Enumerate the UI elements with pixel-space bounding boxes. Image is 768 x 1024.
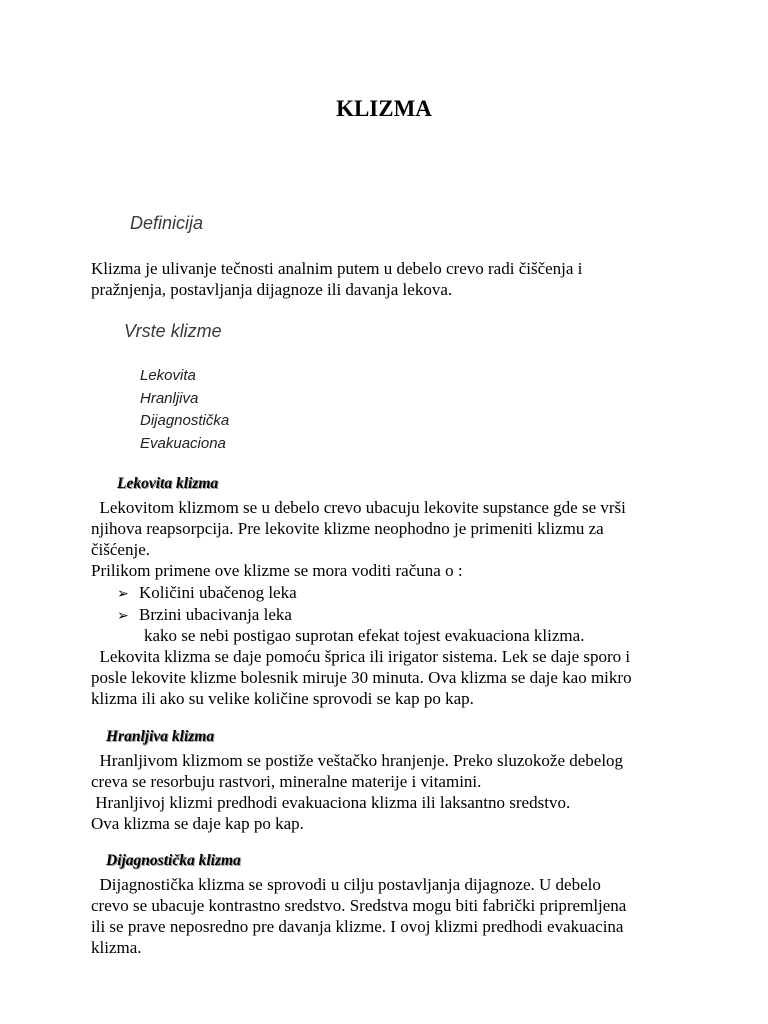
dijagnosticka-line: ili se prave neposredno pre davanja klizme. I ovoj klizmi predhodi evakuacina	[91, 917, 624, 936]
type-list-label: Hranljiva	[140, 390, 199, 407]
arrow-bullet-icon: ➢	[117, 608, 129, 624]
lekovita-point	[117, 604, 292, 628]
hranljiva-line: Hranljivom klizmom se postiže veštačko hranjenje. Preko sluzokože debelog	[91, 751, 624, 770]
type-list-label: Dijagnostička	[140, 412, 230, 429]
lekovita-point	[117, 582, 297, 606]
hranljiva-line: creva se resorbuju rastvori, mineralne materije i vitamini.	[91, 772, 482, 791]
definition-heading: Definicija	[130, 213, 204, 233]
lekovita-point-label: Količini ubačenog leka	[138, 583, 297, 602]
lekovita-point-label: Brzini ubacivanja leka	[138, 605, 292, 624]
dijagnosticka-line: Dijagnostička klizma se sprovodi u cilju postavljanja dijagnoze. U debelo	[91, 875, 601, 894]
lekovita-after-line: klizma ili ako su velike količine sprovodi se kap po kap.	[91, 689, 474, 708]
dijagnosticka-line: klizma.	[91, 938, 142, 957]
lekovita-heading: Lekovita klizma	[117, 475, 219, 492]
hranljiva-line: Ova klizma se daje kap po kap.	[91, 814, 304, 833]
arrow-bullet-icon: ➢	[117, 586, 129, 602]
lekovita-line: njihova reapsorpcija. Pre lekovite klizme neophodno je primeniti klizmu za	[91, 519, 604, 538]
dijagnosticka-line: crevo se ubacuje kontrastno sredstvo. Sredstva mogu biti fabrički pripremljena	[91, 896, 627, 915]
lekovita-line: Prilikom primene ove klizme se mora voditi računa o :	[91, 561, 463, 580]
lekovita-line: čišćenje.	[91, 540, 150, 559]
lekovita-after-line: kako se nebi postigao suprotan efekat tojest evakuaciona klizma.	[144, 626, 585, 645]
definition-line: Klizma je ulivanje tečnosti analnim putem u debelo crevo radi čiščenja i	[91, 259, 583, 278]
hranljiva-heading: Hranljiva klizma	[106, 728, 215, 745]
types-heading: Vrste klizme	[124, 321, 222, 341]
lekovita-line: Lekovitom klizmom se u debelo crevo ubacuju lekovite supstance gde se vrši	[91, 498, 626, 517]
lekovita-after-line: Lekovita klizma se daje pomoću šprica ili irigator sistema. Lek se daje sporo i	[91, 647, 631, 666]
hranljiva-line: Hranljivoj klizmi predhodi evakuaciona klizma ili laksantno sredstvo.	[91, 793, 571, 812]
definition-line: pražnjenja, postavljanja dijagnoze ili davanja lekova.	[91, 280, 453, 299]
document-title: KLIZMA	[336, 96, 432, 121]
lekovita-after-line: posle lekovite klizme bolesnik miruje 30 minuta. Ova klizma se daje kao mikro	[91, 668, 632, 687]
type-list-label: Evakuaciona	[140, 435, 226, 452]
type-list-label: Lekovita	[140, 367, 196, 384]
dijagnosticka-heading: Dijagnostička klizma	[106, 852, 241, 869]
